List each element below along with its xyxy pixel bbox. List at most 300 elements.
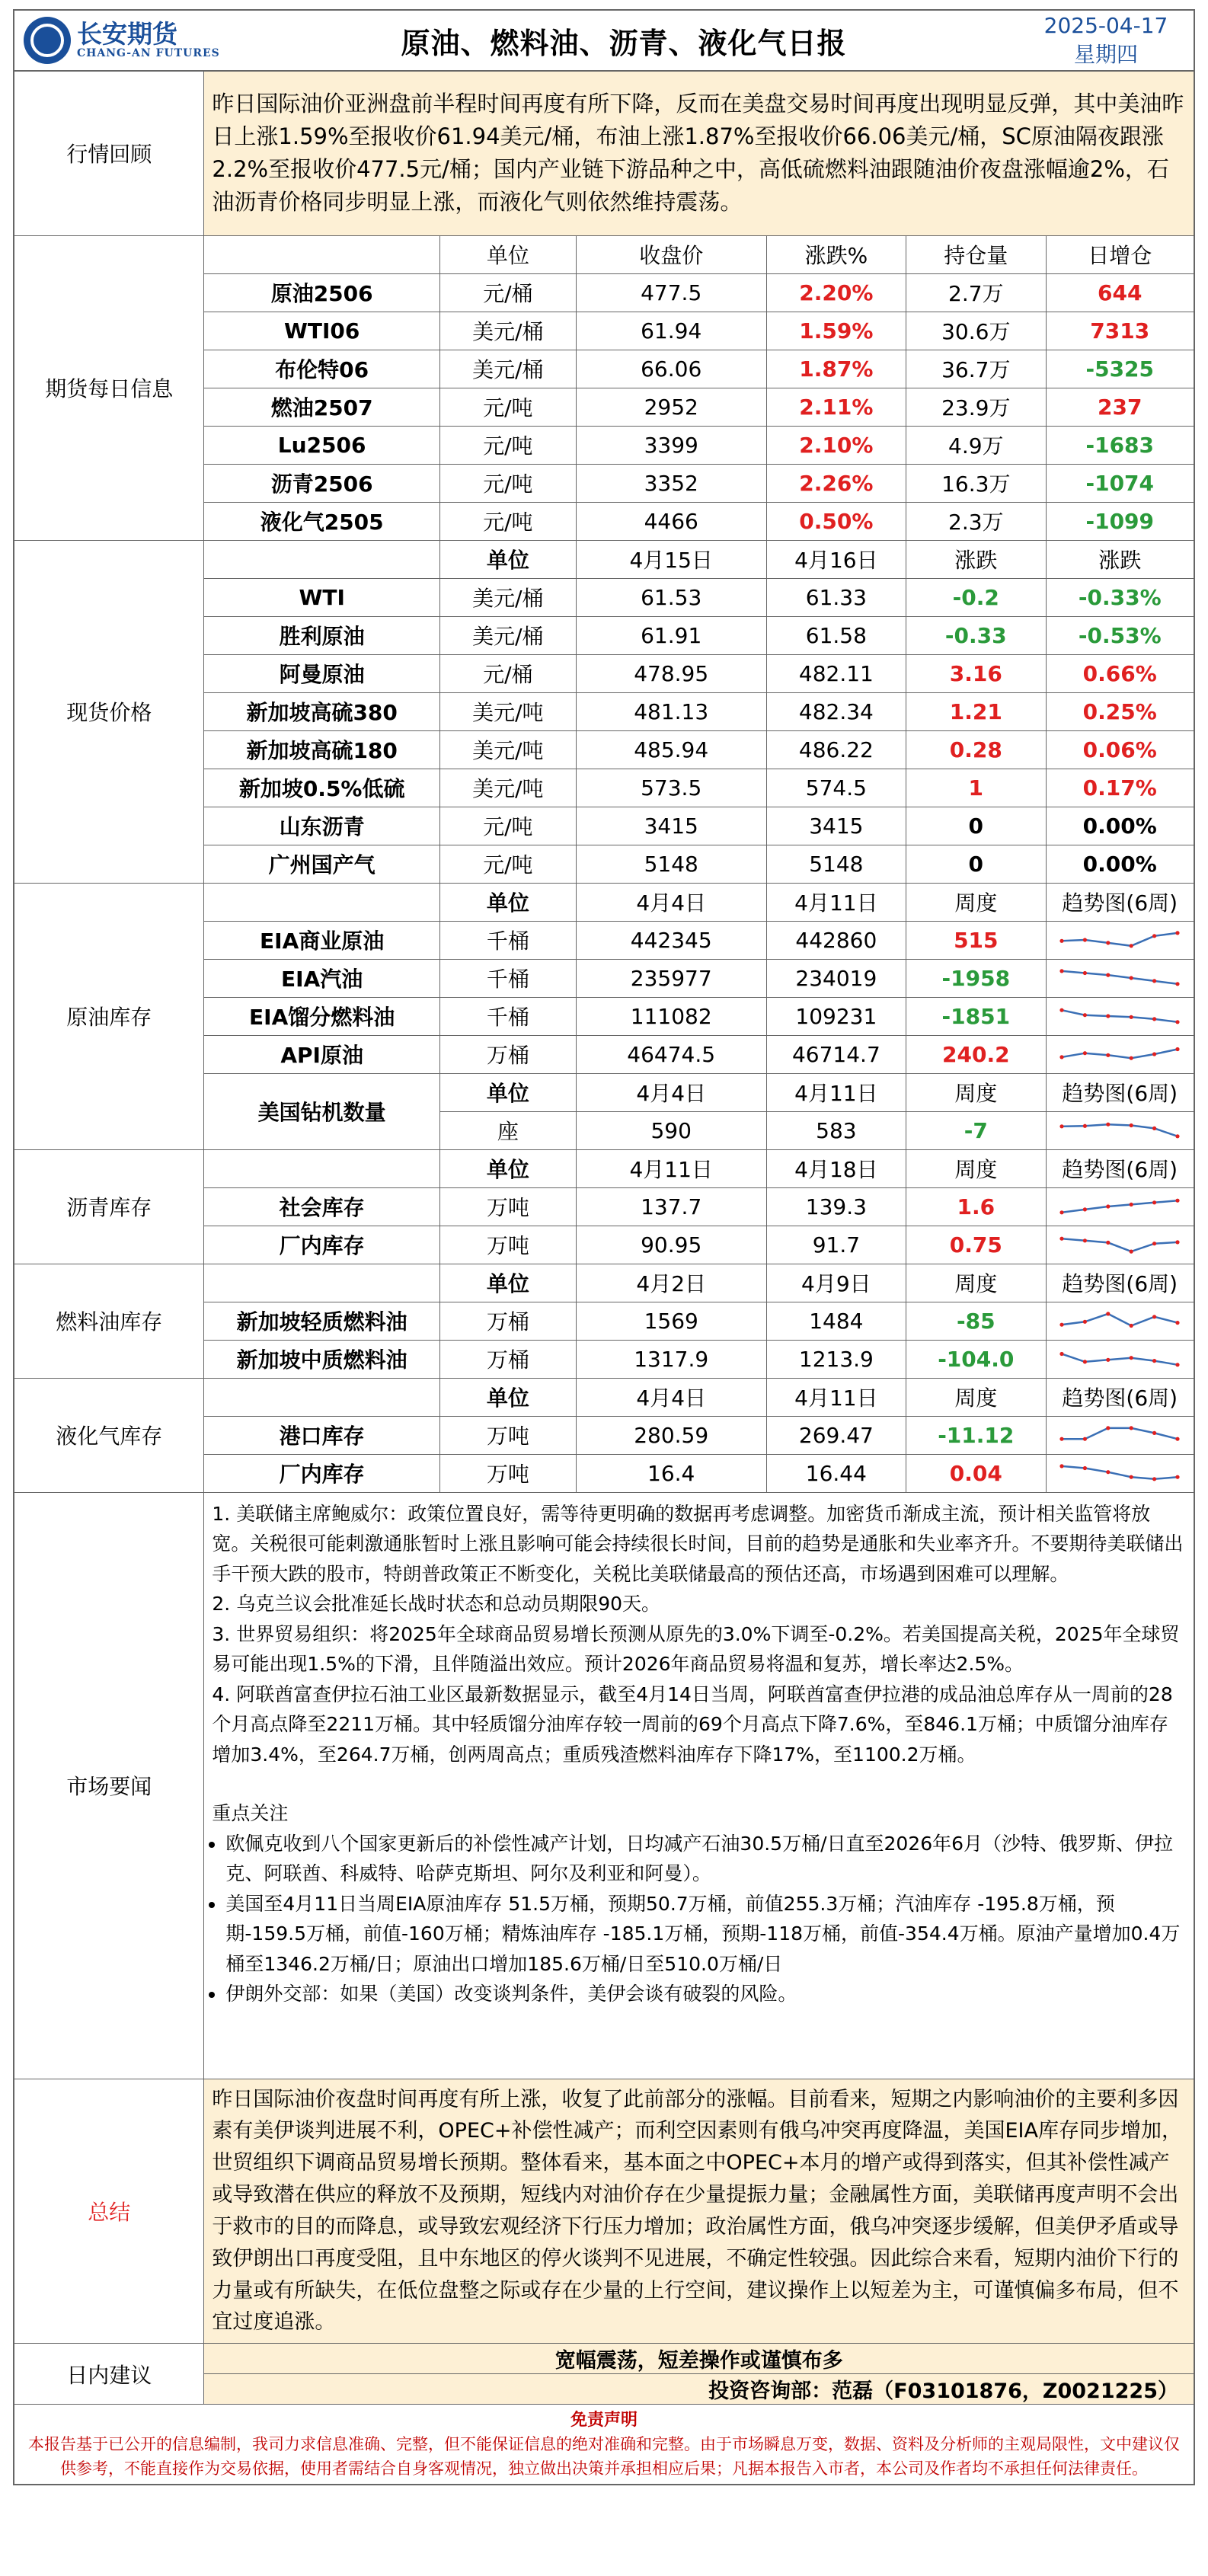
fuel-inventory-trend-cell: [1046, 1302, 1194, 1340]
asphalt-inventory-1-trend-line: [1062, 1238, 1178, 1251]
fuel-inventory-1-trend-point-2: [1106, 1358, 1110, 1362]
spot-change-pct: 0.17%: [1046, 769, 1194, 807]
company-logo: [14, 17, 229, 64]
spot-price-prev: 485.94: [576, 730, 766, 769]
futures-change-pct: 2.20%: [766, 273, 906, 312]
crude-inventory-1-trend-point-5: [1176, 982, 1180, 986]
report-date-box: [1018, 11, 1194, 69]
futures-close: 3399: [576, 426, 766, 464]
futures-header-name: [204, 235, 440, 273]
crude-inventory-3-trend-point-4: [1152, 1052, 1156, 1056]
spot-unit: 元/吨: [439, 845, 576, 883]
futures-daily-oi-change: 237: [1046, 388, 1194, 426]
lpg-inventory-value-prev: 280.59: [576, 1416, 766, 1454]
fuel-inventory-value-curr: 1213.9: [766, 1340, 906, 1378]
spot-name: 阿曼原油: [204, 654, 440, 692]
advice-text: 宽幅震荡，短差操作或谨慎布多: [204, 2344, 1194, 2374]
futures-close: 66.06: [576, 350, 766, 388]
disclaimer-title: 免责声明: [570, 2411, 638, 2431]
crude-inventory-0-trend-point-0: [1060, 939, 1064, 943]
report-table: [13, 70, 1195, 2485]
crude-inventory-2-trend-point-3: [1130, 1015, 1133, 1019]
futures-change-pct: 1.59%: [766, 312, 906, 350]
lpg-inventory-header-5: 趋势图(6周): [1046, 1378, 1194, 1416]
rig-trend-point-1: [1083, 1124, 1087, 1128]
spot-change-pct: 0.66%: [1046, 654, 1194, 692]
lpg-inventory-value-prev: 16.4: [576, 1454, 766, 1492]
company-name-en: CHANG-AN FUTURES: [77, 46, 220, 59]
fuel-inventory-header-name: [204, 1264, 440, 1302]
crude-inventory-2-trend-point-4: [1152, 1017, 1156, 1021]
crude-inventory-0-trend-point-3: [1130, 944, 1133, 948]
crude-inventory-weekly-change: 240.2: [906, 1035, 1046, 1073]
spot-price-prev: 478.95: [576, 654, 766, 692]
asphalt-inventory-0-trend-point-5: [1176, 1199, 1180, 1203]
report-title: 原油、燃料油、沥青、液化气日报: [401, 26, 847, 60]
crude-inventory-header-4: 周度: [906, 883, 1046, 921]
futures-open-interest: 2.7万: [906, 273, 1046, 312]
fuel-inventory-header-5: 趋势图(6周): [1046, 1264, 1194, 1302]
futures-change-pct: 2.26%: [766, 464, 906, 502]
crude-inventory-section-label: 原油库存: [14, 883, 204, 1149]
crude-inventory-header-3: 4月11日: [766, 883, 906, 921]
focus-list: [212, 1829, 1186, 2009]
fuel-inventory-header-2: 4月2日: [576, 1264, 766, 1302]
futures-daily-oi-change: 644: [1046, 273, 1194, 312]
crude-inventory-1-trend-point-1: [1083, 971, 1087, 975]
lpg-inventory-header-3: 4月11日: [766, 1378, 906, 1416]
futures-name: 液化气2505: [204, 502, 440, 540]
lpg-inventory-1-trend-line: [1062, 1466, 1178, 1479]
asphalt-inventory-1-trend-point-4: [1152, 1242, 1156, 1245]
asphalt-inventory-trend-cell: [1046, 1187, 1194, 1226]
lpg-inventory-name: 港口库存: [204, 1416, 440, 1454]
lpg-inventory-header-name: [204, 1378, 440, 1416]
lpg-inventory-unit: 万吨: [439, 1416, 576, 1454]
fuel-inventory-value-prev: 1317.9: [576, 1340, 766, 1378]
spot-price-curr: 61.58: [766, 616, 906, 654]
crude-inventory-3-trend-point-3: [1130, 1056, 1133, 1060]
fuel-inventory-1-trend-point-1: [1083, 1360, 1087, 1363]
asphalt-inventory-unit: 万吨: [439, 1187, 576, 1226]
spot-change: 1: [906, 769, 1046, 807]
crude-inventory-trend-cell: [1046, 997, 1194, 1035]
crude-inventory-3-trend-point-0: [1060, 1055, 1064, 1059]
crude-inventory-3-trend-point-1: [1083, 1051, 1087, 1055]
lpg-inventory-trend-cell: [1046, 1416, 1194, 1454]
crude-inventory-header-unit: 单位: [439, 883, 576, 921]
futures-name: 布伦特06: [204, 350, 440, 388]
futures-unit: 元/吨: [439, 464, 576, 502]
lpg-inventory-weekly-change: -11.12: [906, 1416, 1046, 1454]
asphalt-inventory-1-trend-point-5: [1176, 1240, 1180, 1244]
lpg-inventory-0-trend-point-2: [1106, 1426, 1110, 1430]
futures-daily-oi-change: -5325: [1046, 350, 1194, 388]
lpg-inventory-1-trend-point-5: [1176, 1475, 1180, 1479]
fuel-inventory-value-curr: 1484: [766, 1302, 906, 1340]
futures-unit: 元/吨: [439, 502, 576, 540]
fuel-inventory-header-4: 周度: [906, 1264, 1046, 1302]
spot-unit: 美元/吨: [439, 692, 576, 730]
fuel-inventory-1-trend-point-4: [1152, 1359, 1156, 1363]
spot-unit: 元/吨: [439, 807, 576, 845]
spot-header-4: 涨跌: [906, 540, 1046, 578]
fuel-inventory-header-3: 4月9日: [766, 1264, 906, 1302]
logo-mark-icon: [24, 17, 71, 64]
report-weekday: 星期四: [1073, 42, 1138, 67]
crude-inventory-2-trend-point-0: [1060, 1008, 1064, 1012]
spot-price-prev: 61.53: [576, 578, 766, 616]
futures-unit: 元/吨: [439, 426, 576, 464]
futures-section-label: 期货每日信息: [14, 235, 204, 540]
lpg-inventory-1-trend-point-2: [1106, 1470, 1110, 1474]
crude-inventory-2-trend-point-2: [1106, 1014, 1110, 1018]
crude-inventory-header-5: 趋势图(6周): [1046, 883, 1194, 921]
advice-section-label: 日内建议: [14, 2344, 204, 2405]
rig-trend-point-4: [1152, 1127, 1156, 1130]
asphalt-inventory-trend-cell: [1046, 1226, 1194, 1264]
focus-title: 重点关注: [212, 1802, 289, 1824]
futures-close: 4466: [576, 502, 766, 540]
spot-price-curr: 5148: [766, 845, 906, 883]
rig-header-unit: 单位: [439, 1073, 576, 1111]
futures-unit: 元/吨: [439, 388, 576, 426]
fuel-inventory-weekly-change: -104.0: [906, 1340, 1046, 1378]
crude-inventory-1-sparkline: [1058, 964, 1181, 992]
rig-header-3: 周度: [906, 1073, 1046, 1111]
futures-header-5: 日增仓: [1046, 235, 1194, 273]
asphalt-inventory-header-4: 周度: [906, 1149, 1046, 1187]
asphalt-inventory-value-prev: 137.7: [576, 1187, 766, 1226]
rig-trend-point-2: [1106, 1123, 1110, 1127]
rig-weekly-change: -7: [906, 1111, 1046, 1149]
summary-row: [14, 2079, 1194, 2344]
fuel-inventory-0-trend-point-2: [1106, 1312, 1110, 1315]
futures-name: Lu2506: [204, 426, 440, 464]
spot-header-5: 涨跌: [1046, 540, 1194, 578]
fuel-inventory-trend-cell: [1046, 1340, 1194, 1378]
crude-inventory-name: EIA馏分燃料油: [204, 997, 440, 1035]
spot-price-curr: 482.11: [766, 654, 906, 692]
asphalt-inventory-header-row: [14, 1149, 1194, 1187]
spot-change-pct: 0.25%: [1046, 692, 1194, 730]
crude-inventory-name: API原油: [204, 1035, 440, 1073]
asphalt-inventory-0-trend-point-1: [1083, 1207, 1087, 1211]
lpg-inventory-value-curr: 269.47: [766, 1416, 906, 1454]
crude-inventory-0-trend-point-5: [1176, 931, 1180, 935]
asphalt-inventory-value-curr: 139.3: [766, 1187, 906, 1226]
review-label: 行情回顾: [14, 71, 204, 235]
spot-section-label: 现货价格: [14, 540, 204, 883]
crude-inventory-name: EIA汽油: [204, 959, 440, 997]
crude-inventory-unit: 千桶: [439, 997, 576, 1035]
fuel-inventory-1-trend-point-3: [1130, 1356, 1133, 1360]
lpg-inventory-1-trend-point-1: [1083, 1466, 1087, 1470]
fuel-inventory-header-row: [14, 1264, 1194, 1302]
crude-inventory-value-prev: 442345: [576, 921, 766, 959]
futures-header-3: 涨跌%: [766, 235, 906, 273]
asphalt-inventory-value-prev: 90.95: [576, 1226, 766, 1264]
rig-trend-point-5: [1176, 1134, 1180, 1138]
crude-inventory-trend-cell: [1046, 959, 1194, 997]
spot-header-row: [14, 540, 1194, 578]
futures-open-interest: 36.7万: [906, 350, 1046, 388]
fuel-inventory-unit: 万桶: [439, 1302, 576, 1340]
futures-daily-oi-change: -1099: [1046, 502, 1194, 540]
futures-header-4: 持仓量: [906, 235, 1046, 273]
futures-open-interest: 4.9万: [906, 426, 1046, 464]
fuel-inventory-header-unit: 单位: [439, 1264, 576, 1302]
lpg-inventory-0-trend-point-5: [1176, 1437, 1180, 1441]
rig-header-4: 趋势图(6周): [1046, 1073, 1194, 1111]
disclaimer-row: [14, 2405, 1194, 2485]
crude-inventory-trend-cell: [1046, 921, 1194, 959]
spot-change: 0: [906, 807, 1046, 845]
asphalt-inventory-1-trend-point-2: [1106, 1241, 1110, 1245]
asphalt-inventory-header-unit: 单位: [439, 1149, 576, 1187]
lpg-inventory-header-4: 周度: [906, 1378, 1046, 1416]
crude-inventory-trend-cell: [1046, 1035, 1194, 1073]
spot-name: 广州国产气: [204, 845, 440, 883]
futures-close: 3352: [576, 464, 766, 502]
spot-price-prev: 481.13: [576, 692, 766, 730]
futures-daily-oi-change: -1074: [1046, 464, 1194, 502]
lpg-inventory-1-trend-point-4: [1152, 1477, 1156, 1481]
crude-inventory-1-trend-point-4: [1152, 979, 1156, 983]
rig-sparkline: [1058, 1117, 1181, 1144]
spot-price-curr: 61.33: [766, 578, 906, 616]
spot-change: -0.33: [906, 616, 1046, 654]
asphalt-inventory-1-trend-point-0: [1060, 1237, 1064, 1241]
spot-change-pct: 0.00%: [1046, 845, 1194, 883]
lpg-inventory-0-trend-point-4: [1152, 1431, 1156, 1435]
asphalt-inventory-0-trend-point-0: [1060, 1210, 1064, 1214]
fuel-inventory-unit: 万桶: [439, 1340, 576, 1378]
spot-change: -0.2: [906, 578, 1046, 616]
crude-inventory-value-prev: 111082: [576, 997, 766, 1035]
fuel-inventory-1-trend-point-5: [1176, 1363, 1180, 1366]
asphalt-inventory-weekly-change: 0.75: [906, 1226, 1046, 1264]
spot-change: 1.21: [906, 692, 1046, 730]
asphalt-inventory-unit: 万吨: [439, 1226, 576, 1264]
crude-inventory-value-curr: 234019: [766, 959, 906, 997]
crude-inventory-3-trend-point-2: [1106, 1053, 1110, 1057]
review-text: 昨日国际油价亚洲盘前半程时间再度有所下降，反而在美盘交易时间再度出现明显反弹，其中美油昨日上涨1.59%至报收价61.94美元/桶，布油上涨1.87%至报收价66.06美元/桶，SC原油隔夜跟涨2.2%至报收价477.5元/桶；国内产业链下游品种之中，高低硫燃料油跟随油价夜盘涨幅逾2%，石油沥青价格同步明显上涨，而液化气则依然维持震荡。: [204, 71, 1194, 235]
spot-unit: 美元/桶: [439, 616, 576, 654]
report-header: [13, 9, 1195, 70]
spot-price-curr: 3415: [766, 807, 906, 845]
futures-header-1: 单位: [439, 235, 576, 273]
asphalt-inventory-1-sparkline: [1058, 1231, 1181, 1258]
rig-count-name: 美国钻机数量: [204, 1073, 440, 1149]
crude-inventory-value-prev: 46474.5: [576, 1035, 766, 1073]
spot-unit: 美元/吨: [439, 769, 576, 807]
fuel-inventory-0-trend-point-3: [1130, 1324, 1133, 1328]
futures-change-pct: 0.50%: [766, 502, 906, 540]
spot-name: 新加坡0.5%低硫: [204, 769, 440, 807]
asphalt-inventory-1-trend-point-1: [1083, 1238, 1087, 1242]
futures-open-interest: 2.3万: [906, 502, 1046, 540]
news-section-label: 市场要闻: [14, 1492, 204, 2079]
rig-trend-line: [1062, 1124, 1178, 1136]
spot-price-curr: 486.22: [766, 730, 906, 769]
disclaimer-text: 本报告基于已公开的信息编制，我司力求信息准确、完整，但不能保证信息的绝对准确和完整。由于市场瞬息万变，数据、资料及分析师的主观局限性，文中建议仅供参考，不能直接作为交易依据，使用者需结合自身客观情况，独立做出决策并承担相应后果；凡据本报告入市者，本公司及作者均不承担任何法律责任。: [28, 2435, 1180, 2478]
lpg-inventory-header-row: [14, 1378, 1194, 1416]
crude-inventory-header-name: [204, 883, 440, 921]
futures-unit: 美元/桶: [439, 350, 576, 388]
crude-inventory-0-sparkline: [1058, 926, 1181, 954]
spot-unit: 美元/桶: [439, 578, 576, 616]
fuel-inventory-0-trend-line: [1062, 1314, 1178, 1326]
crude-inventory-3-trend-point-5: [1176, 1047, 1180, 1051]
fuel-inventory-0-trend-point-5: [1176, 1321, 1180, 1325]
futures-open-interest: 23.9万: [906, 388, 1046, 426]
spot-change-pct: -0.53%: [1046, 616, 1194, 654]
asphalt-inventory-name: 社会库存: [204, 1187, 440, 1226]
lpg-inventory-trend-cell: [1046, 1454, 1194, 1492]
advice-row: [14, 2344, 1194, 2374]
futures-change-pct: 2.10%: [766, 426, 906, 464]
spot-price-prev: 3415: [576, 807, 766, 845]
summary-section-label: 总结: [14, 2079, 204, 2344]
futures-close: 61.94: [576, 312, 766, 350]
crude-inventory-0-trend-point-2: [1106, 941, 1110, 944]
focus-item: • 伊朗外交部：如果（美国）改变谈判条件，美伊会谈有破裂的风险。: [225, 1979, 1186, 2009]
lpg-inventory-0-trend-point-3: [1130, 1426, 1133, 1430]
fuel-inventory-0-trend-point-1: [1083, 1320, 1087, 1324]
asphalt-inventory-header-3: 4月18日: [766, 1149, 906, 1187]
fuel-inventory-1-sparkline: [1058, 1345, 1181, 1373]
fuel-inventory-0-trend-point-0: [1060, 1323, 1064, 1327]
news-item: 2. 乌克兰议会批准延长战时状态和总动员期限90天。: [212, 1593, 661, 1615]
futures-change-pct: 2.11%: [766, 388, 906, 426]
lpg-inventory-value-curr: 16.44: [766, 1454, 906, 1492]
fuel-inventory-0-sparkline: [1058, 1307, 1181, 1334]
crude-inventory-0-trend-point-4: [1152, 934, 1156, 938]
lpg-inventory-section-label: 液化气库存: [14, 1378, 204, 1492]
spot-price-prev: 61.91: [576, 616, 766, 654]
asphalt-inventory-0-trend-point-3: [1130, 1203, 1133, 1207]
rig-trend-point-0: [1060, 1124, 1064, 1128]
asphalt-inventory-header-2: 4月11日: [576, 1149, 766, 1187]
focus-item: • 美国至4月11日当周EIA原油库存 51.5万桶，预期50.7万桶，前值255.3万桶；汽油库存 -195.8万桶，预期-159.5万桶，前值-160万桶；精炼油库存 -185.1万桶，预期-118万桶，前值-354.4万桶。原油产量增加0.4万桶至1346.2万桶/日；原油出口增加185.6万桶/日至510.0万桶/日: [225, 1889, 1186, 1980]
news-row: [14, 1492, 1194, 2079]
futures-change-pct: 1.87%: [766, 350, 906, 388]
asphalt-inventory-0-sparkline: [1058, 1193, 1181, 1220]
crude-inventory-1-trend-point-2: [1106, 973, 1110, 977]
asphalt-inventory-0-trend-point-2: [1106, 1204, 1110, 1208]
crude-inventory-0-trend-line: [1062, 933, 1178, 946]
lpg-inventory-name: 厂内库存: [204, 1454, 440, 1492]
futures-open-interest: 30.6万: [906, 312, 1046, 350]
crude-inventory-value-prev: 235977: [576, 959, 766, 997]
report-date: 2025-04-17: [1043, 13, 1168, 39]
asphalt-inventory-section-label: 沥青库存: [14, 1149, 204, 1264]
lpg-inventory-unit: 万吨: [439, 1454, 576, 1492]
crude-inventory-1-trend-line: [1062, 971, 1178, 984]
spot-change: 3.16: [906, 654, 1046, 692]
company-name-cn: 长安期货: [77, 19, 177, 50]
futures-unit: 元/桶: [439, 273, 576, 312]
crude-inventory-3-sparkline: [1058, 1040, 1181, 1068]
asphalt-inventory-0-trend-point-4: [1152, 1200, 1156, 1204]
spot-name: 胜利原油: [204, 616, 440, 654]
crude-inventory-2-sparkline: [1058, 1002, 1181, 1030]
futures-name: 沥青2506: [204, 464, 440, 502]
futures-unit: 美元/桶: [439, 312, 576, 350]
futures-close: 2952: [576, 388, 766, 426]
lpg-inventory-weekly-change: 0.04: [906, 1454, 1046, 1492]
spot-header-unit: 单位: [439, 540, 576, 578]
spot-change: 0: [906, 845, 1046, 883]
lpg-inventory-0-sparkline: [1058, 1421, 1181, 1449]
lpg-inventory-1-trend-point-0: [1060, 1464, 1064, 1468]
news-item: 1. 美联储主席鲍威尔：政策位置良好，需等待更明确的数据再考虑调整。加密货币渐成主流，预计相关监管将放宽。关税很可能刺激通胀暂时上涨且影响可能会持续很长时间，目前的趋势是通胀和失业率齐升。不要期待美联储出手干预大跌的股市，特朗普政策正不断变化，关税比美联储最高的预估还高，市场遇到困难可以理解。: [212, 1502, 1184, 1585]
lpg-inventory-1-trend-point-3: [1130, 1475, 1133, 1479]
report-page: [13, 9, 1195, 2485]
asphalt-inventory-header-5: 趋势图(6周): [1046, 1149, 1194, 1187]
news-item: 3. 世界贸易组织：将2025年全球商品贸易增长预测从原先的3.0%下调至-0.2%。若美国提高关税，2025年全球贸易可能出现1.5%的下滑，且伴随溢出效应。预计2026年商品贸易将温和复苏，增长率达2.5%。: [212, 1622, 1180, 1675]
futures-name: 燃油2507: [204, 388, 440, 426]
spot-price-curr: 482.34: [766, 692, 906, 730]
crude-inventory-1-trend-point-3: [1130, 976, 1133, 980]
lpg-inventory-header-unit: 单位: [439, 1378, 576, 1416]
spot-unit: 美元/吨: [439, 730, 576, 769]
futures-daily-oi-change: -1683: [1046, 426, 1194, 464]
asphalt-inventory-name: 厂内库存: [204, 1226, 440, 1264]
spot-unit: 元/桶: [439, 654, 576, 692]
summary-text: 昨日国际油价夜盘时间再度有所上涨，收复了此前部分的涨幅。目前看来，短期之内影响油价的主要利多因素有美伊谈判进展不利，OPEC+补偿性减产；而利空因素则有俄乌冲突再度降温，美国EIA库存同步增加，世贸组织下调商品贸易增长预期。整体看来，基本面之中OPEC+本月的增产或得到落实，但其补偿性减产或导致潜在供应的释放不及预期，短线内对油价存在少量提振力量；金融属性方面，美联储再度声明不会出于救市的目的而降息，或导致宏观经济下行压力增加；政治属性方面，俄乌冲突逐步缓解，但美伊矛盾或导致伊朗出口再度受阻，且中东地区的停火谈判不见进展，不确定性较强。因此综合来看，短期内油价下行的力量或有所缺失，在低位盘整之际或存在少量的上行空间，建议操作上以短差为主，可谨慎偏多布局，但不宜过度追涨。: [204, 2079, 1194, 2344]
futures-close: 477.5: [576, 273, 766, 312]
fuel-inventory-section-label: 燃料油库存: [14, 1264, 204, 1378]
rig-unit: 座: [439, 1111, 576, 1149]
fuel-inventory-weekly-change: -85: [906, 1302, 1046, 1340]
fuel-inventory-0-trend-point-4: [1152, 1315, 1156, 1318]
crude-inventory-2-trend-line: [1062, 1010, 1178, 1022]
lpg-inventory-0-trend-point-1: [1083, 1437, 1087, 1441]
news-item: 4. 阿联酋富查伊拉石油工业区最新数据显示，截至4月14日当周，阿联酋富查伊拉港的成品油总库存从一周前的28个月高点降至2211万桶。其中轻质馏分油库存较一周前的69个月高点下降7.6%，至846.1万桶；中质馏分油库存增加3.4%，至264.7万桶，创两周高点；重质残渣燃料油库存下降17%，至1100.2万桶。: [212, 1683, 1173, 1766]
advisor-info: 投资咨询部：范磊（F03101876，Z0021225）: [204, 2374, 1194, 2405]
spot-name: 新加坡高硫380: [204, 692, 440, 730]
crude-inventory-1-trend-point-0: [1060, 969, 1064, 973]
rig-header-2: 4月11日: [766, 1073, 906, 1111]
fuel-inventory-1-trend-line: [1062, 1354, 1178, 1365]
crude-inventory-header-row: [14, 883, 1194, 921]
lpg-inventory-header-2: 4月4日: [576, 1378, 766, 1416]
crude-inventory-weekly-change: -1958: [906, 959, 1046, 997]
crude-inventory-weekly-change: -1851: [906, 997, 1046, 1035]
asphalt-inventory-header-name: [204, 1149, 440, 1187]
rig-value-curr: 583: [766, 1111, 906, 1149]
lpg-inventory-0-trend-line: [1062, 1428, 1178, 1439]
spot-header-3: 4月16日: [766, 540, 906, 578]
rig-trend-cell: [1046, 1111, 1194, 1149]
rig-header-1: 4月4日: [576, 1073, 766, 1111]
crude-inventory-value-curr: 442860: [766, 921, 906, 959]
futures-daily-oi-change: 7313: [1046, 312, 1194, 350]
focus-item: • 欧佩克收到八个国家更新后的补偿性减产计划，日均减产石油30.5万桶/日直至2026年6月（沙特、俄罗斯、伊拉克、阿联酋、科威特、哈萨克斯坦、阿尔及利亚和阿曼）。: [225, 1829, 1186, 1889]
asphalt-inventory-0-trend-line: [1062, 1200, 1178, 1213]
spot-price-curr: 574.5: [766, 769, 906, 807]
rig-value-prev: 590: [576, 1111, 766, 1149]
asphalt-inventory-1-trend-point-3: [1130, 1250, 1133, 1254]
spot-price-prev: 573.5: [576, 769, 766, 807]
futures-name: 原油2506: [204, 273, 440, 312]
futures-open-interest: 16.3万: [906, 464, 1046, 502]
spot-header-name: [204, 540, 440, 578]
crude-inventory-unit: 万桶: [439, 1035, 576, 1073]
lpg-inventory-0-trend-point-0: [1060, 1437, 1064, 1441]
